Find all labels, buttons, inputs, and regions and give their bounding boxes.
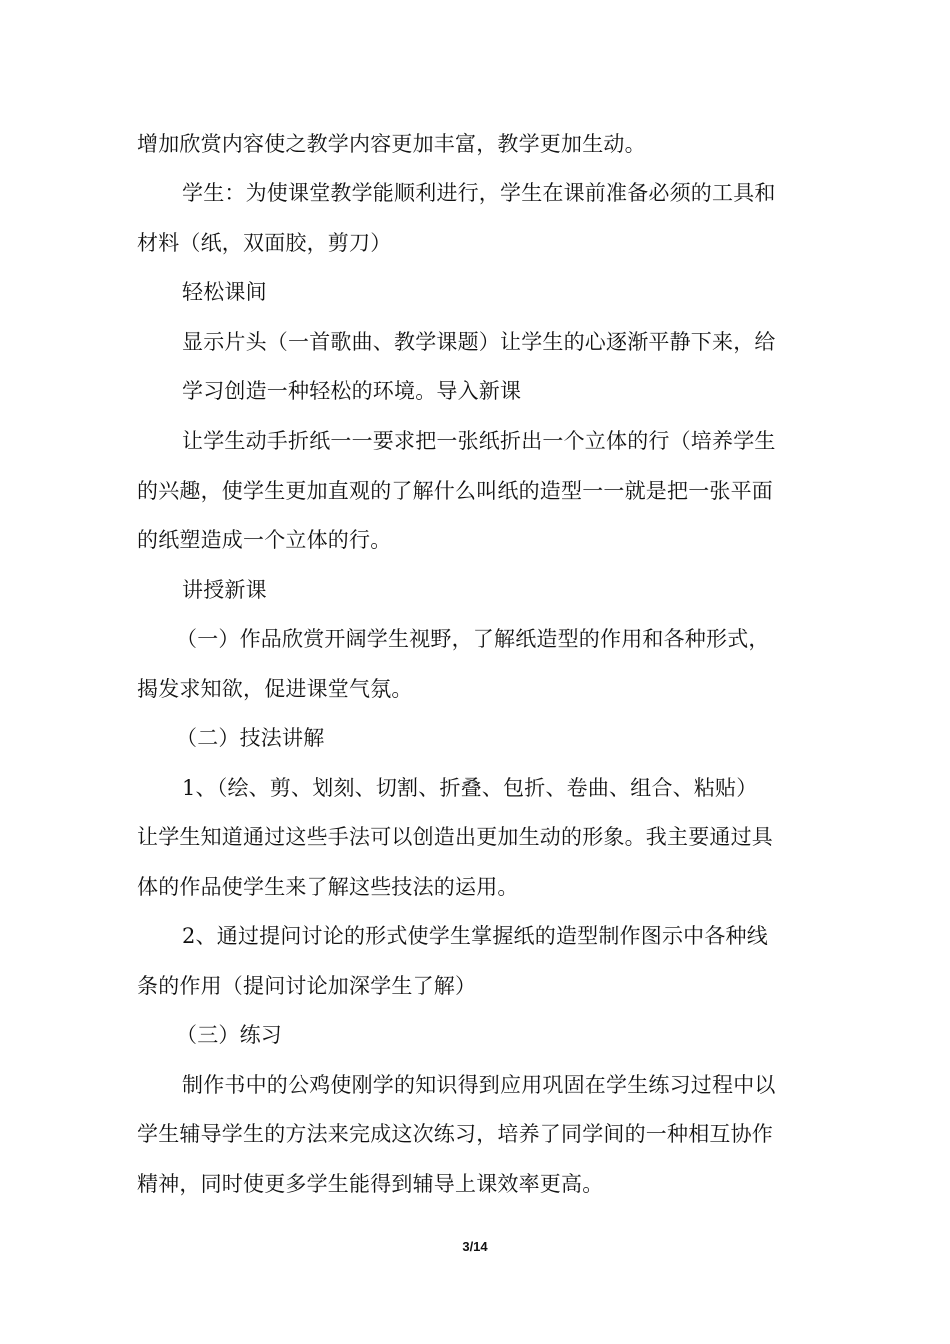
page-number: 3/14 bbox=[462, 1239, 488, 1254]
text-line: 条的作用（提问讨论加深学生了解） bbox=[137, 974, 477, 998]
section-heading: 讲授新课 bbox=[182, 578, 267, 602]
text-line: 材料（纸，双面胶，剪刀） bbox=[137, 231, 392, 255]
text-line: 让学生知道通过这些手法可以创造出更加生动的形象。我主要通过具 bbox=[137, 825, 773, 849]
text-line: 揭发求知欲，促进课堂气氛。 bbox=[137, 677, 413, 701]
section-heading: （二）技法讲解 bbox=[176, 726, 325, 750]
text-line: 体的作品使学生来了解这些技法的运用。 bbox=[137, 875, 519, 899]
text-line: 1、（绘、剪、划刻、切割、折叠、包折、卷曲、组合、粘贴） bbox=[182, 776, 758, 800]
text-line: 的纸塑造成一个立体的行。 bbox=[137, 528, 392, 552]
text-line: 2、通过提问讨论的形式使学生掌握纸的造型制作图示中各种线 bbox=[182, 924, 768, 948]
text-line: 制作书中的公鸡使刚学的知识得到应用巩固在学生练习过程中以 bbox=[182, 1073, 776, 1097]
text-line: （一）作品欣赏开阔学生视野，了解纸造型的作用和各种形式， bbox=[176, 627, 770, 651]
text-line: 增加欣赏内容使之教学内容更加丰富，教学更加生动。 bbox=[137, 132, 646, 156]
text-line: 学生：为使课堂教学能顺利进行，学生在课前准备必须的工具和 bbox=[182, 181, 776, 205]
section-heading: （三）练习 bbox=[176, 1023, 282, 1047]
text-line: 学生辅导学生的方法来完成这次练习，培养了同学间的一种相互协作 bbox=[137, 1122, 773, 1146]
text-line: 学习创造一种轻松的环境。导入新课 bbox=[182, 379, 522, 403]
section-heading: 轻松课间 bbox=[182, 280, 267, 304]
text-line: 的兴趣，使学生更加直观的了解什么叫纸的造型一一就是把一张平面 bbox=[137, 479, 773, 503]
text-line: 精神，同时使更多学生能得到辅导上课效率更高。 bbox=[137, 1172, 604, 1196]
text-line: 显示片头（一首歌曲、教学课题）让学生的心逐渐平静下来，给 bbox=[182, 330, 776, 354]
text-line: 让学生动手折纸一一要求把一张纸折出一个立体的行（培养学生 bbox=[182, 429, 776, 453]
